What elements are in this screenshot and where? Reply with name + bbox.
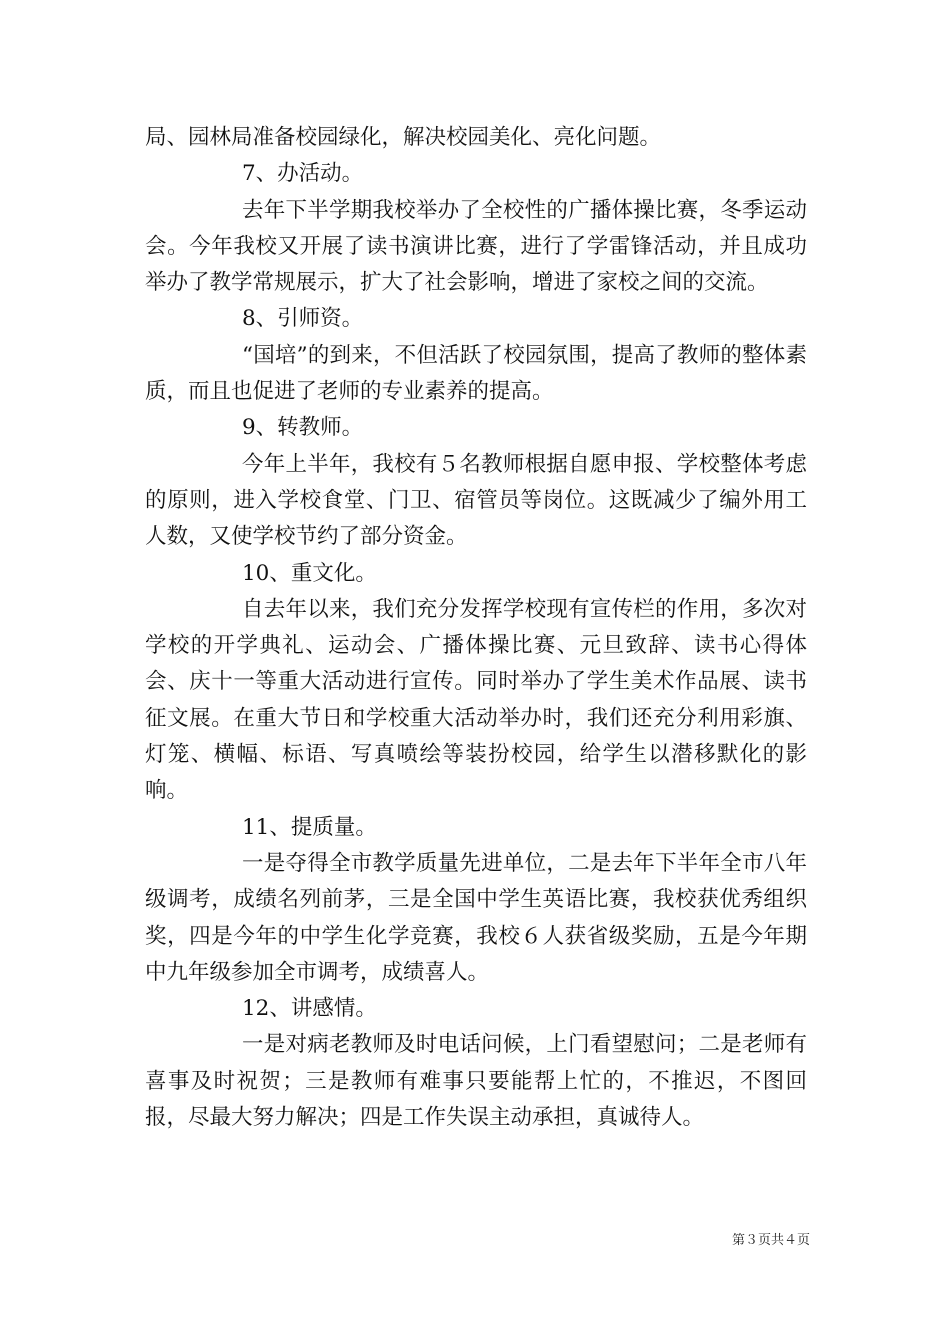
- section-heading-culture: 10、重文化。: [242, 560, 377, 586]
- section-heading-quality: 11、提质量。: [242, 814, 377, 840]
- document-body: [145, 120, 807, 1136]
- paragraph-teachers: “国培”的到来，不但活跃了校园氛围，提高了教师的整体素质，而且也促进了老师的专业素养的提高。: [145, 342, 807, 405]
- section-heading-care: 12、讲感情。: [242, 996, 377, 1022]
- paragraph-activities: 去年下半学期我校举办了全校性的广播体操比赛，冬季运动会。今年我校又开展了读书演讲比赛，进行了学雷锋活动，并且成功举办了教学常规展示，扩大了社会影响，增进了家校之间的交流。: [145, 197, 807, 296]
- section-heading-activities: 7、办活动。: [242, 161, 364, 187]
- paragraph-care: 一是对病老教师及时电话问候，上门看望慰问；二是老师有喜事及时祝贺；三是教师有难事只要能帮上忙的，不推迟，不图回报，尽最大努力解决；四是工作失误主动承担，真诚待人。: [145, 1032, 807, 1131]
- paragraph-continuation: 局、园林局准备校园绿化，解决校园美化、亮化问题。: [145, 125, 662, 150]
- paragraph-quality: 一是夺得全市教学质量先进单位，二是去年下半年全市八年级调考，成绩名列前茅，三是全国中学生英语比赛，我校获优秀组织奖，四是今年的中学生化学竞赛，我校６人获省级奖励，五是今年期中九年级参加全市调考，成绩喜人。: [145, 850, 807, 985]
- paragraph-transfer: 今年上半年，我校有５名教师根据自愿申报、学校整体考虑的原则，进入学校食堂、门卫、宿管员等岗位。这既减少了编外用工人数，又使学校节约了部分资金。: [145, 451, 807, 550]
- section-heading-transfer: 9、转教师。: [242, 415, 364, 441]
- page-number-footer: 第３页共４页: [731, 1233, 810, 1248]
- section-heading-teachers: 8、引师资。: [242, 306, 364, 332]
- paragraph-culture: 自去年以来，我们充分发挥学校现有宣传栏的作用，多次对学校的开学典礼、运动会、广播体操比赛、元旦致辞、读书心得体会、庆十一等重大活动进行宣传。同时举办了学生美术作品展、读书征文展。在重大节日和学校重大活动举办时，我们还充分利用彩旗、灯笼、横幅、标语、写真喷绘等装扮校园，给学生以潜移默化的影响。: [145, 596, 807, 804]
